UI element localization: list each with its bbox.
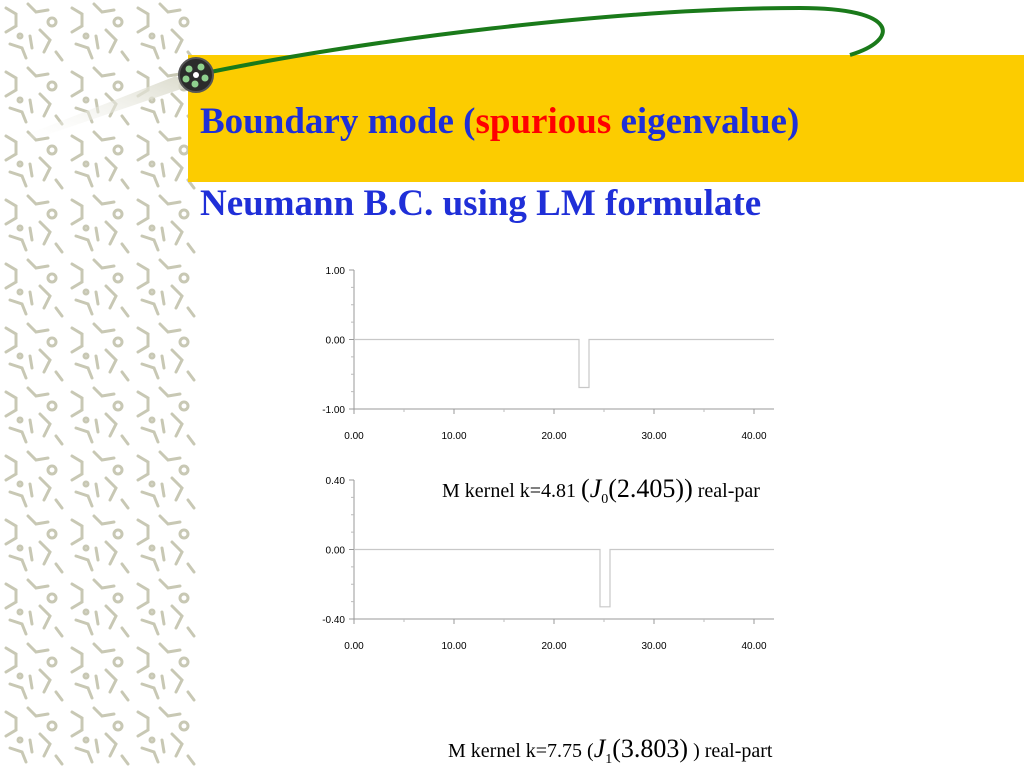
caption-close-paren: ) (684, 474, 693, 503)
bessel-argument: (2.405) (608, 474, 685, 503)
mode-series-line (354, 550, 774, 607)
title-text-post: eigenvalue) (611, 101, 800, 142)
y-tick-label: 0.00 (325, 545, 345, 557)
bessel-function: J (593, 734, 606, 763)
y-tick-label: 0.40 (325, 476, 345, 487)
caption-prefix: M kernel k=4.81 (442, 480, 582, 502)
molecule-node-icon (179, 58, 213, 92)
y-tick-label: -1.00 (322, 405, 345, 416)
caption-prefix: M kernel k=7.75 ( (448, 740, 594, 762)
y-tick-label: -0.40 (322, 615, 345, 626)
mode-plot-1 (290, 258, 790, 448)
caption-plot-1 (442, 474, 760, 508)
bessel-order: 0 (601, 492, 609, 507)
x-tick-label: 20.00 (541, 431, 567, 442)
x-tick-label: 40.00 (741, 431, 767, 442)
x-tick-label: 30.00 (641, 641, 667, 652)
title-text-highlight: spurious (475, 101, 612, 142)
slide-subtitle: Neumann B.C. using LM formulate (200, 183, 762, 224)
x-tick-label: 10.00 (441, 641, 467, 652)
x-tick-label: 0.00 (344, 641, 364, 652)
x-tick-label: 10.00 (441, 431, 467, 442)
caption-open-paren: ( (581, 474, 590, 503)
bessel-order: 1 (605, 752, 613, 767)
x-tick-label: 0.00 (344, 431, 364, 442)
bessel-argument: (3.803) (612, 734, 689, 763)
y-tick-label: 1.00 (325, 266, 345, 277)
mode-series-line (354, 340, 774, 388)
x-tick-label: 30.00 (641, 431, 667, 442)
bessel-function: J (589, 474, 602, 503)
caption-suffix: real-par (692, 480, 760, 502)
caption-plot-2 (448, 734, 772, 768)
x-tick-label: 40.00 (741, 641, 767, 652)
y-tick-label: 0.00 (325, 335, 345, 347)
x-tick-label: 20.00 (541, 641, 567, 652)
caption-suffix: ) real-part (688, 740, 773, 762)
slide-title (200, 100, 799, 143)
title-text-pre: Boundary mode ( (200, 101, 476, 142)
